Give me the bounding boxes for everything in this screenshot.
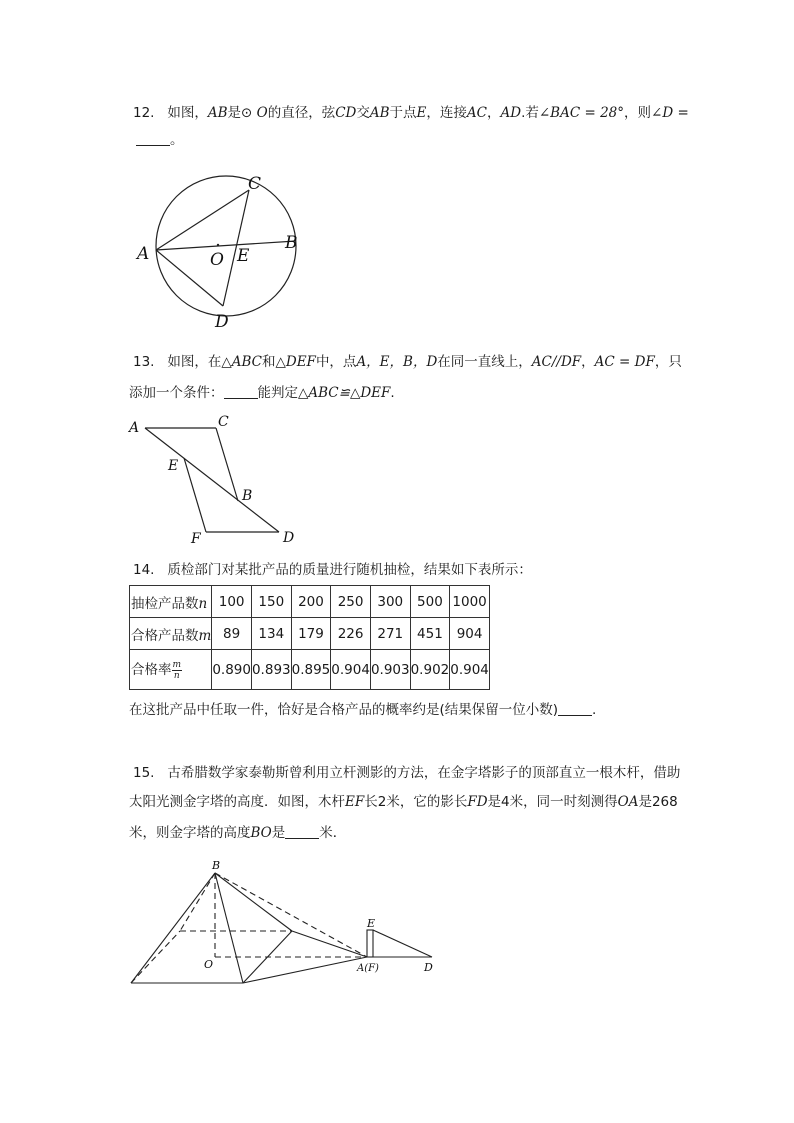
q13-text: 中，点	[315, 354, 357, 370]
label-e: E	[367, 917, 376, 930]
q12-end: 。	[170, 132, 184, 148]
table-cell: 1000	[450, 586, 490, 618]
q15-text: 是268	[638, 794, 678, 810]
table-cell: 134	[251, 618, 291, 650]
table-cell: 200	[291, 586, 331, 618]
row-label: 合格率	[131, 662, 172, 679]
edge-back-left	[180, 873, 215, 931]
q15-text: 是	[271, 825, 286, 841]
edge-back-right	[215, 873, 292, 931]
q15-text: 太阳光测金字塔的高度．如图，木杆	[129, 794, 345, 810]
q13-text: 添加一个条件：	[129, 385, 224, 401]
label-a: A	[129, 420, 140, 436]
q12-text: ，	[487, 105, 501, 121]
table-cell: 0.903	[370, 650, 410, 690]
q15-math: EF	[345, 794, 365, 810]
table-cell: 0.904	[450, 650, 490, 690]
table-cell: 100	[212, 586, 252, 618]
table-cell: 89	[212, 618, 252, 650]
q12-math: AC	[466, 105, 487, 121]
q13-text: 能判定	[257, 385, 298, 401]
shadow-to-a-back	[292, 931, 367, 957]
q15-text: 古希腊数学家泰勒斯曾利用立杆测影的方法，在金字塔影子的顶部直立一根木杆，借助	[167, 765, 681, 781]
table-cell: 0.902	[410, 650, 450, 690]
shadow-to-a-front	[243, 957, 367, 983]
q12-text: 的直径，弦	[267, 105, 336, 121]
q13-math: △ABC	[221, 354, 262, 370]
q13-text: 和	[262, 354, 276, 370]
q14-text: 质检部门对某批产品的质量进行随机抽检，结果如下表所示：	[167, 562, 532, 578]
table-cell: 451	[410, 618, 450, 650]
label-c: C	[248, 174, 262, 194]
table-cell: 0.904	[331, 650, 371, 690]
label-b: B	[285, 233, 298, 253]
q12-math: E	[416, 105, 427, 121]
q13-math: AC//DF	[531, 354, 582, 370]
edge-front-right	[215, 873, 243, 983]
q13-number: 13.	[133, 354, 155, 370]
q12-math: AD	[500, 105, 522, 121]
q14-end: .	[592, 702, 597, 718]
fraction-denominator: n	[173, 670, 180, 681]
label-o: O	[210, 250, 224, 270]
q13-text: 如图，在	[167, 354, 222, 370]
q15-math: OA	[617, 794, 639, 810]
label-b: B	[212, 859, 221, 872]
q15-text: 是4米，同一时刻测得	[487, 794, 618, 810]
q12-math: AB	[369, 105, 390, 121]
q13-math: AC = DF	[594, 354, 655, 370]
q13-text: ，	[581, 354, 595, 370]
table-cell: 0.890	[212, 650, 252, 690]
row-var: m	[198, 627, 212, 644]
q15-text: 米．	[319, 825, 347, 841]
table-cell: 500	[410, 586, 450, 618]
edge-front-left	[131, 873, 215, 983]
label-a: A(F)	[357, 963, 379, 974]
table-cell: 904	[450, 618, 490, 650]
label-b: B	[242, 488, 253, 504]
label-d: D	[215, 312, 229, 332]
q12-text: 于点	[389, 105, 417, 121]
q12-text: .若	[521, 105, 539, 121]
sun-ray-ba	[215, 873, 367, 957]
q12-number: 12.	[133, 105, 155, 121]
label-e: E	[168, 458, 179, 474]
table-cell: 226	[331, 618, 371, 650]
q12-text: 如图，	[167, 105, 208, 121]
q13-math: △ABC≌△DEF	[298, 385, 391, 401]
q13-text: .	[390, 385, 395, 401]
table-cell: 0.893	[251, 650, 291, 690]
q15-number: 15.	[133, 765, 155, 781]
q12-text: 交	[356, 105, 370, 121]
label-e: E	[237, 246, 250, 266]
table-cell: 250	[331, 586, 371, 618]
q12-math: O	[256, 105, 268, 121]
q13-text: ，只	[654, 354, 682, 370]
q13-text: 在同一直线上，	[437, 354, 532, 370]
q15-text: 米，则金字塔的高度	[129, 825, 251, 841]
label-o: O	[204, 958, 214, 971]
q12-math: ∠BAC = 28°	[538, 105, 625, 121]
q12-text: 是	[227, 105, 242, 121]
base-left	[131, 931, 180, 983]
q15-text: 长2米，它的影长	[364, 794, 468, 810]
q12-math: AB	[207, 105, 228, 121]
label-a: A	[137, 244, 150, 264]
rod-ef	[367, 930, 373, 957]
q12-text: ，则	[624, 105, 652, 121]
table-cell: 271	[370, 618, 410, 650]
label-c: C	[218, 414, 229, 430]
table-cell: 300	[370, 586, 410, 618]
q15-math: BO	[250, 825, 272, 841]
row-label: 合格产品数	[131, 627, 199, 644]
table-cell: 150	[251, 586, 291, 618]
q12-math: CD	[335, 105, 357, 121]
sun-ray-ed	[373, 930, 432, 957]
row-label: 抽检产品数	[131, 595, 199, 612]
circle-symbol: ⊙	[241, 105, 253, 121]
q15-math: FD	[467, 794, 488, 810]
label-f: F	[191, 531, 201, 547]
row-var: n	[198, 595, 208, 612]
table-cell: 179	[291, 618, 331, 650]
q12-text: ，连接	[426, 105, 467, 121]
label-d: D	[283, 530, 295, 546]
q14-number: 14.	[133, 562, 155, 578]
q13-math: △DEF	[275, 354, 316, 370]
q13-math: A，E，B，D	[356, 354, 438, 370]
q12-math: ∠D =	[651, 105, 689, 121]
table-cell: 0.895	[291, 650, 331, 690]
label-d: D	[424, 961, 433, 974]
q14-text: 在这批产品中任取一件，恰好是合格产品的概率约是(结果保留一位小数)	[129, 702, 559, 718]
fraction-numerator: m	[172, 659, 182, 670]
